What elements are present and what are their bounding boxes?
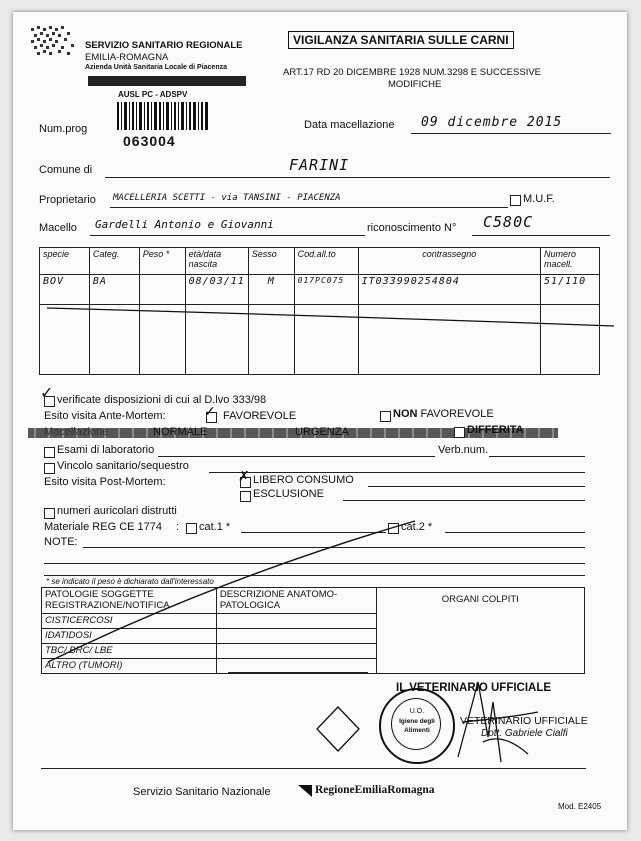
numeri-label: numeri auricolari distrutti [57, 505, 177, 517]
form-sheet [13, 12, 627, 830]
cat1-label: cat.1 * [199, 521, 231, 533]
muf-label: M.U.F. [523, 193, 555, 205]
esclusione-checkbox[interactable] [240, 491, 251, 502]
comune-value: FARINI [289, 156, 350, 174]
law-reference-2: MODIFICHE [388, 79, 442, 90]
favorevole-label: FAVOREVOLE [223, 410, 297, 422]
footer-ssn: Servizio Sanitario Nazionale [133, 786, 271, 798]
non-favorevole-checkbox[interactable] [380, 411, 391, 422]
header-cell: Cod.all.to [294, 248, 358, 275]
normale-label: NORMALE [153, 426, 208, 438]
cell-cod: 017PC075 [294, 275, 358, 305]
header-cell: età/data nascita [185, 248, 248, 275]
form-title: VIGILANZA SANITARIA SULLE CARNI [288, 31, 514, 49]
proprietario-line [110, 207, 508, 208]
cell-specie: BOV [40, 275, 90, 305]
comune-line [105, 177, 610, 178]
seal-line-3: Alimenti [404, 727, 430, 734]
table-header-row [40, 248, 600, 275]
data-macellazione-label: Data macellazione [304, 119, 395, 131]
non-favorevole-label [393, 408, 494, 420]
signature-title: IL VETERINARIO UFFICIALE [396, 682, 552, 694]
pathology-row-label: IDATIDOSI [42, 629, 217, 644]
esclusione-label: ESCLUSIONE [253, 488, 324, 500]
cat2-label: cat.2 * [401, 521, 433, 533]
vet-stamp-line-1: VETERINARIO UFFICIALE [460, 715, 588, 727]
cell-peso [139, 275, 185, 305]
vincolo-checkbox[interactable] [44, 463, 55, 474]
pathology-col1: PATOLOGIE SOGGETTE REGISTRAZIONE/NOTIFICA [42, 588, 217, 614]
proprietario-value: MACELLERIA SCETTI - via TANSINI - PIACENZA [113, 193, 341, 203]
header-cell: Sesso [248, 248, 294, 275]
pathology-col2: DESCRIZIONE ANATOMO-PATOLOGICA [216, 588, 376, 614]
footer-rule [41, 768, 586, 769]
non-label: NON [393, 408, 418, 420]
urgenza-label: URGENZA [295, 426, 349, 438]
barcode-number: 063004 [123, 133, 176, 149]
materiale-colon: : [176, 521, 180, 533]
verificate-check-mark: ✓ [40, 385, 54, 402]
verb-num-line [489, 456, 585, 457]
org-line-2: EMILIA-ROMAGNA [85, 52, 169, 63]
esami-label: Esami di laboratorio [57, 444, 155, 456]
stamp-label: AUSL PC - ADSPV [118, 90, 188, 99]
org-line-1: SERVIZIO SANITARIO REGIONALE [85, 40, 243, 51]
region-logo-icon [31, 26, 77, 62]
macello-line [90, 235, 365, 236]
riconoscimento-value: C580C [483, 213, 534, 231]
verificate-label: verificate disposizioni di cui al D.lvo 333/98 [57, 394, 267, 406]
header-cell: contrassegno [358, 248, 540, 275]
cell-categ: BA [89, 275, 139, 305]
header-cell: Peso * [139, 248, 185, 275]
macello-label: Macello [39, 222, 77, 234]
post-mortem-label: Esito visita Post-Mortem: [44, 476, 166, 488]
libero-x-mark: ✗ [238, 468, 250, 484]
header-cell: Numero macell. [541, 248, 600, 275]
table-row [40, 275, 600, 305]
data-macellazione-line [411, 133, 611, 134]
comune-label: Comune di [39, 164, 93, 176]
org-line-3: Azienda Unità Sanitaria Locale di Piacenza [85, 64, 227, 71]
muf-checkbox[interactable] [510, 195, 521, 206]
pathology-row-label: ALTRO (TUMORI) [42, 659, 217, 674]
law-reference: ART.17 RD 20 DICEMBRE 1928 NUM.3298 E SUCCESSIVE [283, 67, 542, 78]
header-cell: Categ. [89, 248, 139, 275]
num-prog-label: Num.prog [39, 123, 88, 135]
seal-uo: U.O. [409, 708, 425, 715]
handwritten-signature [433, 662, 543, 772]
materiale-label: Materiale REG CE 1774 [44, 521, 162, 533]
esami-checkbox[interactable] [44, 447, 55, 458]
weight-footnote: * se indicato il peso è dichiarato dall'interessato [46, 577, 214, 586]
riconoscimento-line [472, 235, 610, 236]
favorevole-check-mark: ✓ [204, 403, 216, 419]
verb-num-label: Verb.num. [438, 444, 489, 456]
ante-mortem-label: Esito visita Ante-Mortem: [44, 410, 166, 422]
differita-label: DIFFERITA [467, 424, 524, 436]
libero-label: LIBERO CONSUMO [253, 474, 354, 486]
header-cell: specie [40, 248, 90, 275]
differita-checkbox[interactable] [454, 427, 465, 438]
data-macellazione-value: 09 dicembre 2015 [421, 115, 563, 130]
cell-sesso: M [248, 275, 294, 305]
vincolo-line [209, 472, 585, 473]
diamond-icon [313, 704, 363, 754]
libero-line [368, 486, 585, 487]
note-label: NOTE: [44, 536, 78, 548]
esclusione-line [343, 500, 585, 501]
pathology-row-label: TBC/ BRC/ LBE [42, 644, 217, 659]
seal-line-2: Igiene degli [399, 718, 435, 725]
esami-line [158, 456, 435, 457]
header-black-bar [88, 76, 246, 86]
proprietario-label: Proprietario [39, 194, 96, 206]
pathology-col3: ORGANI COLPITI [376, 588, 584, 674]
macellazione-label: Macellazione [44, 426, 109, 438]
pathology-row-label: CISTICERCOSI [42, 614, 217, 629]
footer-mod: Mod. E2405 [558, 802, 602, 811]
signature-dash-line [228, 672, 368, 673]
riconoscimento-label: riconoscimento N° [367, 222, 457, 234]
table-strike-line [39, 302, 619, 332]
cell-contrassegno: IT033990254804 [358, 275, 540, 305]
section-strike-line [43, 517, 423, 667]
cat2-line [445, 532, 585, 533]
cell-numero: 51/110 [541, 275, 600, 305]
vincolo-label: Vincolo sanitario/sequestro [57, 460, 189, 472]
cell-nascita: 08/03/11 [185, 275, 248, 305]
region-arrow-icon [298, 785, 312, 797]
macello-value: Gardelli Antonio e Giovanni [95, 218, 274, 231]
vet-stamp-line-2: Dott. Gabriele Cialfi [481, 728, 568, 739]
barcode [117, 102, 209, 130]
favorevole-word: FAVOREVOLE [420, 408, 494, 420]
footer-region: RegioneEmiliaRomagna [315, 784, 435, 796]
